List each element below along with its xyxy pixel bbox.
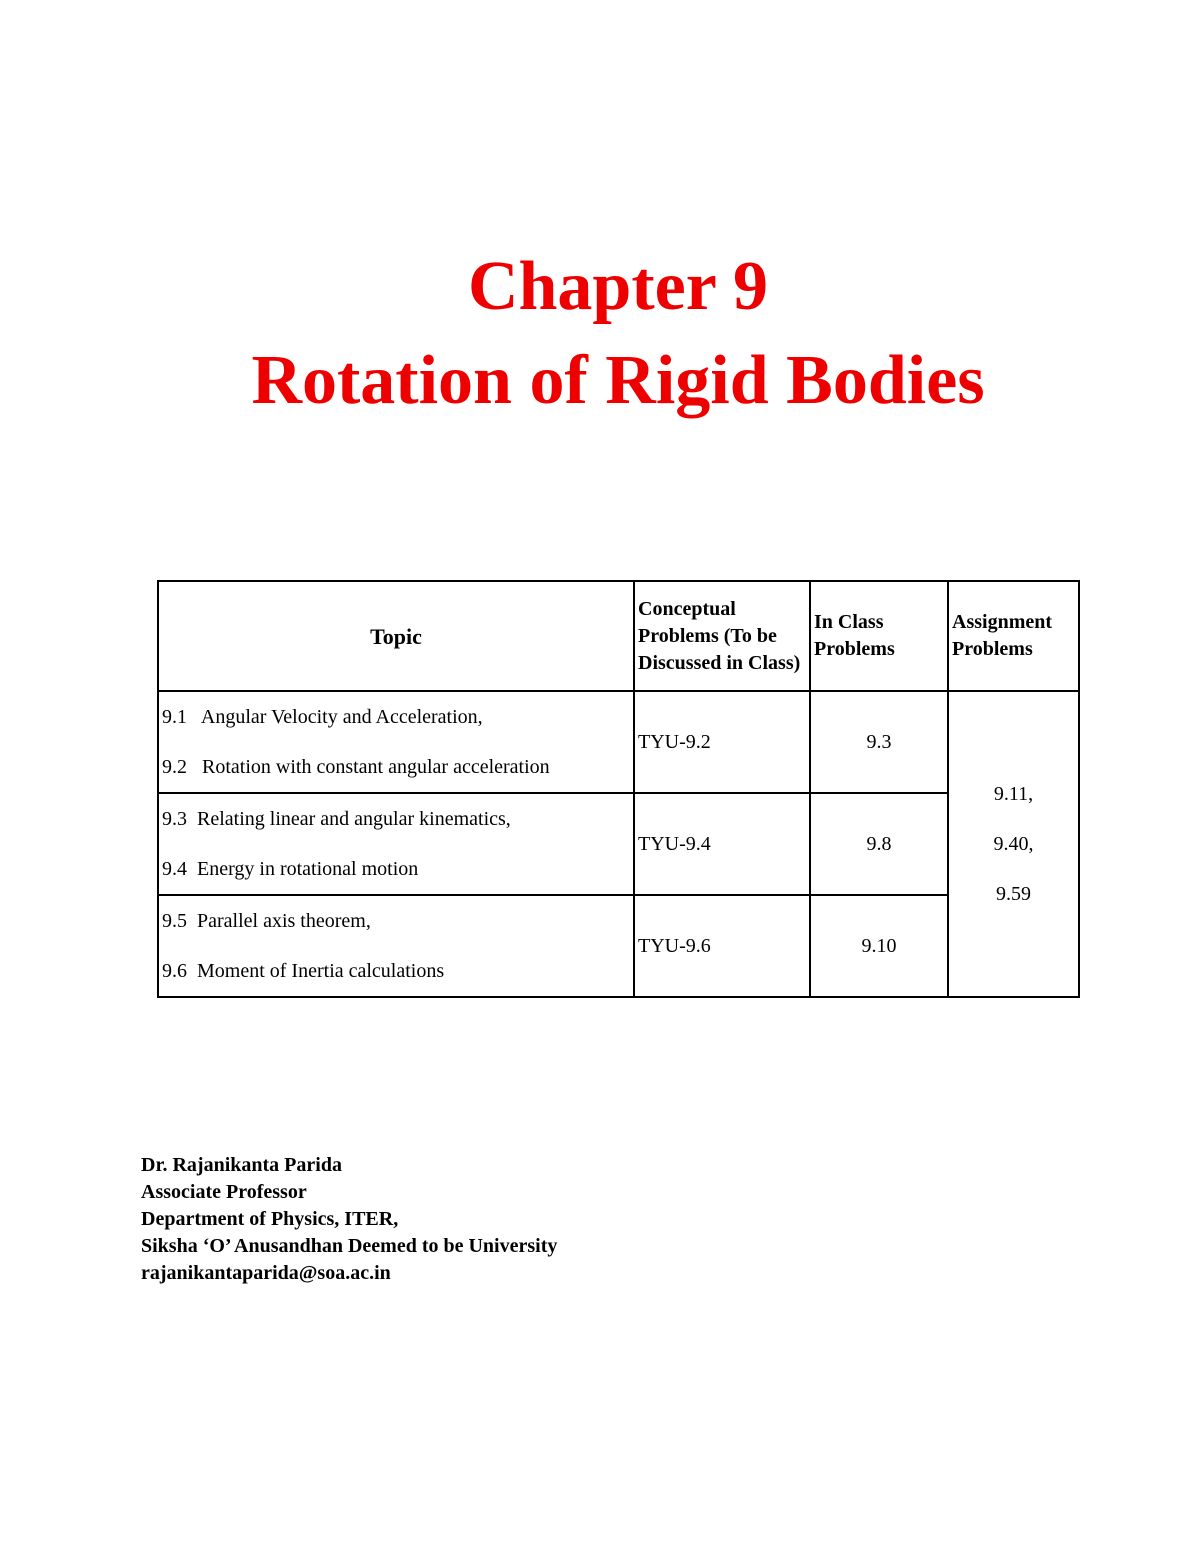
author-name: Dr. Rajanikanta Parida	[141, 1154, 342, 1176]
table-row	[158, 691, 1079, 793]
chapter-number: Chapter 9	[467, 248, 769, 325]
topic-cell	[158, 793, 634, 895]
assignment-item: 9.59	[996, 883, 1031, 905]
author-university: Siksha ‘O’ Anusandhan Deemed to be University	[141, 1235, 558, 1257]
header-assignment: Assignment Problems	[948, 581, 1079, 691]
topic-cell	[158, 691, 634, 793]
author-department: Department of Physics, ITER,	[141, 1208, 399, 1230]
conceptual-cell: TYU-9.4	[634, 793, 810, 895]
header-topic: Topic	[158, 581, 634, 691]
conceptual-cell: TYU-9.6	[634, 895, 810, 997]
topic-item: 9.4 Energy in rotational motion	[162, 858, 419, 880]
topic-item: 9.5 Parallel axis theorem,	[162, 910, 371, 932]
topic-item: 9.6 Moment of Inertia calculations	[162, 960, 445, 982]
assignment-cell	[948, 691, 1079, 997]
topic-item: 9.3 Relating linear and angular kinematics,	[162, 808, 511, 830]
topic-item: 9.2 Rotation with constant angular acceleration	[162, 756, 550, 778]
assignment-item: 9.11,	[993, 783, 1034, 805]
author-block	[141, 1152, 557, 1287]
table-header-row	[158, 581, 1079, 691]
topics-table	[157, 580, 1080, 998]
chapter-name: Rotation of Rigid Bodies	[251, 342, 985, 419]
chapter-title	[0, 240, 1200, 428]
in-class-cell: 9.10	[810, 895, 948, 997]
header-conceptual: Conceptual Problems (To be Discussed in Class)	[634, 581, 810, 691]
assignment-item: 9.40,	[993, 833, 1034, 855]
topic-item: 9.1 Angular Velocity and Acceleration,	[162, 706, 483, 728]
topic-cell	[158, 895, 634, 997]
header-in-class: In Class Problems	[810, 581, 948, 691]
table-row	[158, 895, 1079, 997]
table-row	[158, 793, 1079, 895]
in-class-cell: 9.8	[810, 793, 948, 895]
conceptual-cell: TYU-9.2	[634, 691, 810, 793]
author-position: Associate Professor	[141, 1181, 307, 1203]
in-class-cell: 9.3	[810, 691, 948, 793]
author-email: rajanikantaparida@soa.ac.in	[141, 1262, 391, 1284]
